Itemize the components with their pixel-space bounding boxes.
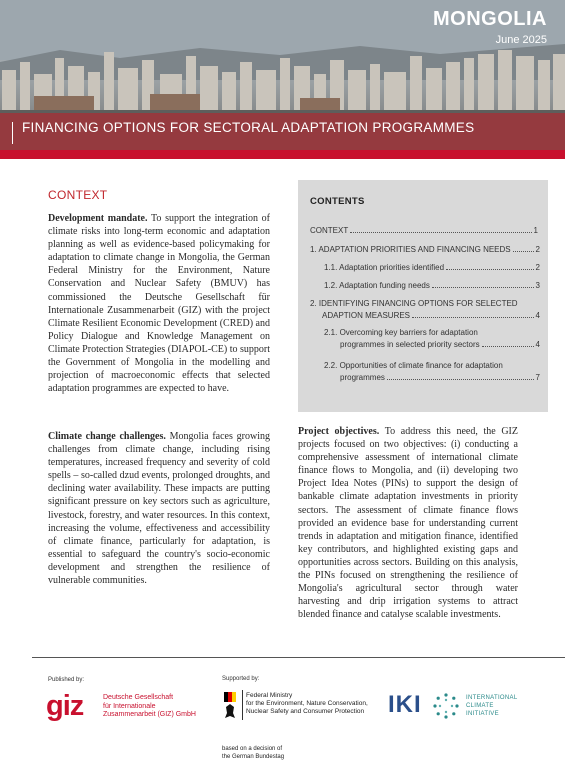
toc-entry-label: CONTEXT [310, 226, 349, 235]
toc-entry-page: 1 [533, 226, 538, 235]
table-of-contents [298, 180, 548, 412]
footer-divider [32, 657, 565, 658]
toc-entry-section-1-2[interactable] [324, 280, 540, 291]
bundestag-line: based on a decision of [222, 746, 283, 752]
giz-logo: giz [46, 690, 84, 722]
giz-name-line: Zusammenarbeit (GIZ) GmbH [103, 711, 196, 718]
iki-name-line: INITIATIVE [466, 711, 499, 717]
ministry-divider [242, 690, 243, 720]
paragraph-development-mandate [48, 212, 270, 395]
paragraph-climate-challenges [48, 430, 270, 587]
country-name: MONGOLIA [433, 8, 547, 30]
toc-entry-label: 1.2. Adaptation funding needs [324, 281, 430, 290]
bundestag-line: the German Bundestag [222, 753, 285, 760]
ministry-name-line: Nuclear Safety and Consumer Protection [246, 708, 365, 715]
toc-entry-line [324, 372, 540, 383]
toc-leader [350, 232, 531, 233]
toc-entry-label: programmes [340, 373, 385, 382]
toc-leader [387, 379, 534, 380]
ministry-name-line: for the Environment, Nature Conservation, [246, 700, 368, 707]
toc-entry-section-1[interactable] [310, 244, 540, 255]
giz-full-name [103, 694, 196, 720]
toc-entry-label: 2. IDENTIFYING FINANCING OPTIONS FOR SELECTED [310, 299, 518, 308]
toc-entry-page: 4 [535, 340, 540, 349]
publication-date: June 2025 [495, 34, 547, 46]
paragraph-body: To address this need, the GIZ projects focused on two objectives: (i) conducting a comprehensive assessment of international climate finance flows to Mongolia, and (ii) developing two Project Idea Notes (PINs) to support the design of bankable climate adaptation investments in priority sectors. The assessment of climate finance flows provided an evidence base for understanding current trends in adaptation and mitigation finance, identified key contributors, and highlighted existing gaps and opportunities across sectors. Building on this analysis, the PINs focused on strengthening the resilience of Mongolia's agricultural sector through water harvesting and drip irrigation systems to attract blended finance and catalyse scalable investments. [298, 426, 518, 621]
ministry-name-line: Federal Ministry [246, 692, 293, 699]
toc-entry-label: 1. ADAPTATION PRIORITIES AND FINANCING NEEDS [310, 245, 511, 254]
toc-entry-section-1-1[interactable] [324, 262, 540, 273]
toc-entry-page: 4 [535, 311, 540, 320]
iki-logo: IKI [388, 691, 422, 718]
bundestag-note [222, 746, 284, 761]
paragraph-body: Mongolia faces growing challenges from climate change, including rising temperatures, increased frequency and severity of cold spells – so-called dzud events, prolonged droughts, and declining water availability. These impacts are putting significant pressure on key sectors such as agriculture, livestock, forestry, and water resources. In this context, increasing the volume, effectiveness and accessibility of climate finance, particularly for adaptation, is essential to safeguard the country's socio-economic development and strengthen the resilience of vulnerable communities. [48, 431, 270, 587]
giz-name-line: für Internationale [103, 702, 156, 710]
giz-name-line: Deutsche Gesellschaft [103, 694, 174, 701]
toc-entry-section-2-2[interactable] [324, 360, 540, 383]
toc-entry-page: 2 [535, 245, 540, 254]
toc-entry-page: 3 [535, 281, 540, 290]
toc-leader [513, 251, 534, 252]
toc-leader [482, 346, 534, 347]
cover-photo-banner [0, 0, 565, 150]
toc-leader [412, 317, 534, 318]
toc-entry-page: 7 [535, 373, 540, 382]
iki-dots-icon [433, 693, 459, 719]
paragraph-project-objectives [298, 425, 518, 621]
paragraph-lead: Project objectives. [298, 426, 380, 437]
toc-heading: CONTENTS [310, 196, 365, 207]
supported-by-label: Supported by: [222, 676, 260, 682]
toc-entry-page: 2 [535, 263, 540, 272]
ministry-name [246, 692, 368, 716]
toc-entry-context[interactable] [310, 225, 538, 236]
iki-name-line: CLIMATE [466, 703, 494, 709]
accent-bar [0, 150, 565, 159]
toc-leader [446, 269, 533, 270]
toc-entry-section-2-1[interactable] [324, 327, 540, 350]
title-accent-line [12, 122, 13, 144]
paragraph-body: To support the integration of climate risks into long-term economic and adaptation planning as well as evidence-based policymaking for adaptation to climate change in Mongolia, the German Federal Ministry for the Environment, Nature Conservation and Nuclear Safety (BMUV) has commissioned the Deutsche Gesellschaft für Internationale Zusammenarbeit (GIZ) with the project Climate Resilient Economic Development (CRED) and Policy Dialogue and Knowledge Management on Climate Protection Strategies (DIAPOL-CE) to support the Government of Mongolia in the modelling and projection of macroeconomic effects that selected adaptation programmes are expected to have. [48, 213, 270, 395]
toc-entry-label: 2.1. Overcoming key barriers for adaptation [324, 328, 478, 337]
iki-name-line: INTERNATIONAL [466, 695, 518, 701]
toc-entry-label: 1.1. Adaptation priorities identified [324, 263, 445, 272]
toc-entry-line [324, 339, 540, 350]
published-by-label: Published by: [48, 677, 85, 683]
toc-entry-line [310, 310, 540, 321]
federal-eagle-icon [222, 692, 238, 722]
document-title: FINANCING OPTIONS FOR SECTORAL ADAPTATION PROGRAMMES [22, 120, 475, 135]
toc-entry-label: programmes in selected priority sectors [340, 340, 480, 349]
toc-entry-section-2[interactable] [310, 298, 540, 321]
iki-full-name [466, 694, 517, 718]
toc-entry-label: ADAPTION MEASURES [322, 311, 411, 320]
paragraph-lead: Climate change challenges. [48, 431, 166, 442]
toc-leader [432, 287, 534, 288]
paragraph-lead: Development mandate. [48, 213, 148, 224]
toc-entry-label: 2.2. Opportunities of climate finance for adaptation [324, 361, 503, 370]
context-heading: CONTEXT [48, 188, 108, 202]
